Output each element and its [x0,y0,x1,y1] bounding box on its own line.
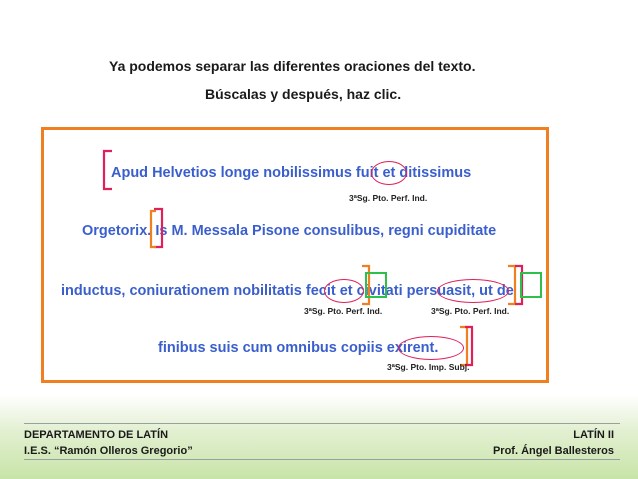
footer-school: I.E.S. “Ramón Olleros Gregorio” [24,445,193,457]
annotation-exirent: 3ªSg. Pto. Imp. Subj. [387,362,470,372]
footer-course: LATÍN II [573,429,614,441]
conjunction-box-et[interactable] [365,272,387,298]
instruction-line-1: Ya podemos separar las diferentes oraciones del texto. [109,58,476,74]
instruction-line-2: Búscalas y después, haz clic. [205,86,402,102]
verb-circle-persuasit[interactable] [437,279,509,303]
latin-line-2[interactable]: Orgetorix. Is M. Messala Pisone consulibus, regni cupiditate [82,223,497,239]
footer-teacher: Prof. Ángel Ballesteros [492,445,614,457]
annotation-fecit: 3ªSg. Pto. Perf. Ind. [304,306,383,316]
verb-circle-fecit[interactable] [324,279,364,303]
latin-line-4[interactable]: finibus suis cum omnibus copiis exirent. [158,340,439,356]
footer-divider-top [24,423,620,424]
bracket-open-orange-icon [148,209,158,249]
footer-divider-bottom [24,459,620,460]
latin-line-1[interactable]: Apud Helvetios longe nobilissimus fuit et ditissimus [111,165,472,181]
verb-circle-fuit[interactable] [371,161,407,185]
bracket-open-icon [100,149,114,191]
annotation-fuit: 3ªSg. Pto. Perf. Ind. [349,193,428,203]
verb-circle-exirent[interactable] [398,336,464,360]
footer-department: DEPARTAMENTO DE LATÍN [24,429,169,441]
bracket-close-pink-icon [463,325,475,367]
conjunction-box-ut[interactable] [520,272,542,298]
annotation-persuasit: 3ªSg. Pto. Perf. Ind. [431,306,510,316]
latin-line-3[interactable]: inductus, coniurationem nobilitatis fecit et civitati persuasit, ut de [61,283,514,299]
